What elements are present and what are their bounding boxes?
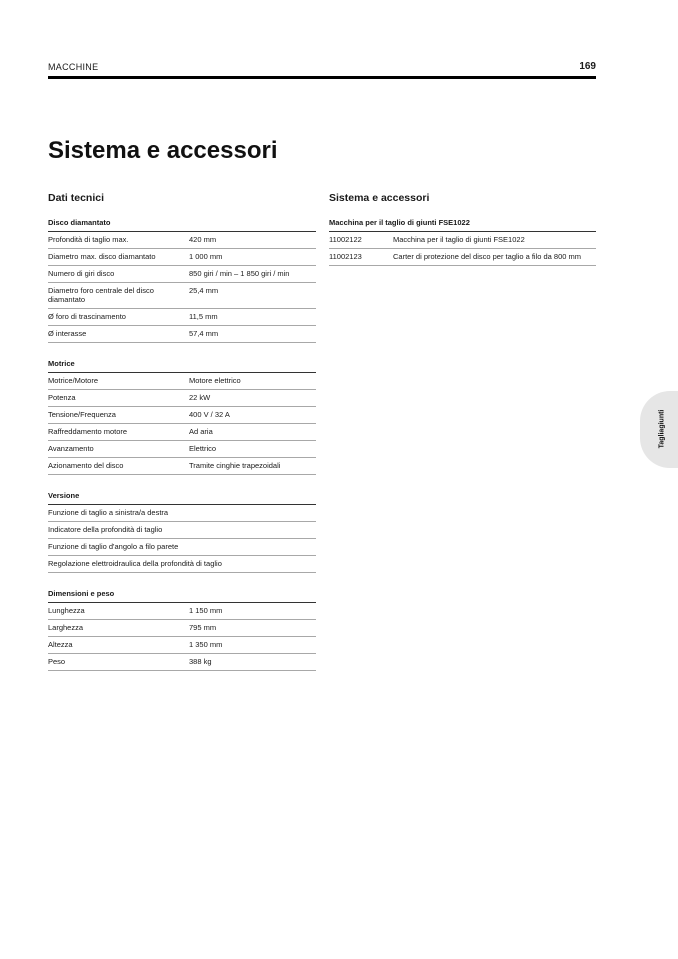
spec-group-title: Disco diamantato [48,216,316,232]
side-tab-label: Tagliagiunti [658,409,666,449]
technical-data-heading: Dati tecnici [48,192,105,204]
spec-value: 1 000 mm [189,249,316,266]
spec-row [48,373,316,390]
spec-value: 420 mm [189,232,316,249]
spec-feature: Funzione di taglio a sinistra/a destra [48,505,316,522]
spec-value: Elettrico [189,441,316,458]
spec-label: Azionamento del disco [48,458,189,475]
section-label: MACCHINE [48,62,99,72]
article-description: Macchina per il taglio di giunti FSE1022 [393,232,596,249]
spec-value: 22 kW [189,390,316,407]
accessories-group-title: Macchina per il taglio di giunti FSE1022 [329,216,596,232]
spec-label: Diametro max. disco diamantato [48,249,189,266]
spec-value: 25,4 mm [189,283,316,309]
spec-value: 11,5 mm [189,309,316,326]
spec-row [48,266,316,283]
group-spacer [48,343,316,358]
spec-group-row [48,216,316,232]
page-title: Sistema e accessori [48,137,278,164]
spec-row [48,603,316,620]
spec-row [48,441,316,458]
spec-group-title: Dimensioni e peso [48,587,316,603]
spec-value: Motore elettrico [189,373,316,390]
spec-row [48,654,316,671]
spec-value: 388 kg [189,654,316,671]
spec-label: Peso [48,654,189,671]
group-spacer [48,573,316,588]
spec-row [48,232,316,249]
spec-group-row [48,357,316,373]
spec-label: Larghezza [48,620,189,637]
spec-label: Tensione/Frequenza [48,407,189,424]
accessories-table [329,216,596,266]
spec-row [48,556,316,573]
spec-row [48,539,316,556]
spec-label: Diametro foro centrale del disco diamantato [48,283,189,309]
article-code: 11002123 [329,249,393,266]
spec-group-row [48,489,316,505]
spec-label: Ø foro di trascinamento [48,309,189,326]
spec-row [48,424,316,441]
spec-row [48,309,316,326]
spec-label: Motrice/Motore [48,373,189,390]
spec-value: 1 150 mm [189,603,316,620]
page-number: 169 [579,61,596,72]
spec-group-title: Motrice [48,357,316,373]
spec-row [48,249,316,266]
accessories-heading: Sistema e accessori [329,192,430,204]
spec-label: Lunghezza [48,603,189,620]
spec-row [48,637,316,654]
spec-label: Potenza [48,390,189,407]
spec-label: Ø interasse [48,326,189,343]
spec-value: 400 V / 32 A [189,407,316,424]
spec-value: 1 350 mm [189,637,316,654]
spec-value: 57,4 mm [189,326,316,343]
spec-row [48,390,316,407]
article-code: 11002122 [329,232,393,249]
header-rule [48,76,596,79]
spec-feature: Regolazione elettroidraulica della profondità di taglio [48,556,316,573]
spec-feature: Funzione di taglio d'angolo a filo parete [48,539,316,556]
spec-value: Ad aria [189,424,316,441]
spec-row [48,283,316,309]
spec-label: Profondità di taglio max. [48,232,189,249]
spec-feature: Indicatore della profondità di taglio [48,522,316,539]
article-description: Carter di protezione del disco per taglio a filo da 800 mm [393,249,596,266]
accessories-group-row [329,216,596,232]
spec-label: Avanzamento [48,441,189,458]
spec-row [48,458,316,475]
spec-row [48,522,316,539]
accessory-row [329,232,596,249]
technical-data-column [48,192,316,671]
spec-label: Altezza [48,637,189,654]
spec-value: 850 giri / min – 1 850 giri / min [189,266,316,283]
spec-value: Tramite cinghie trapezoidali [189,458,316,475]
spec-row [48,620,316,637]
technical-data-table [48,216,316,671]
group-spacer [48,475,316,490]
spec-group-row [48,587,316,603]
spec-row [48,326,316,343]
accessory-row [329,249,596,266]
spec-row [48,407,316,424]
spec-label: Raffreddamento motore [48,424,189,441]
spec-value: 795 mm [189,620,316,637]
spec-group-title: Versione [48,489,316,505]
spec-label: Numero di giri disco [48,266,189,283]
accessories-column [329,192,596,266]
spec-row [48,505,316,522]
